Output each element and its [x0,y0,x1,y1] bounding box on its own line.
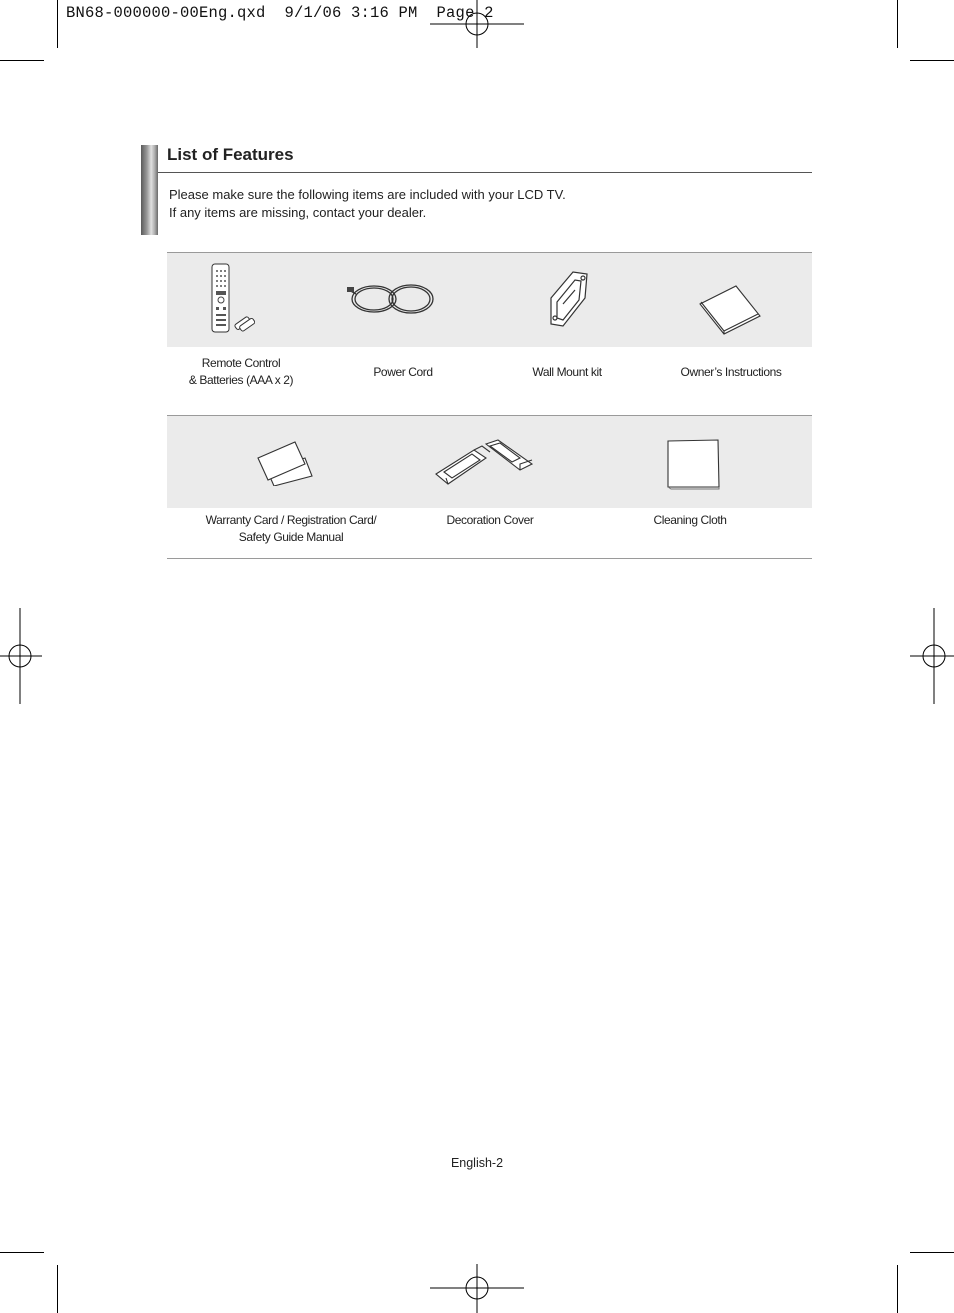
warranty-card-icon [255,438,315,486]
section-title-bar [141,145,158,235]
power-cord-icon [346,280,438,318]
crop-mark [897,0,898,48]
crop-mark [57,1265,58,1313]
item-label-cleaning-cloth: Cleaning Cloth [653,513,727,527]
item-label-warranty-card: Warranty Card / Registration Card/ Safety Guide Manual [205,513,377,544]
item-label-wall-mount-kit: Wall Mount kit [532,365,602,379]
crop-mark [910,60,954,61]
crop-mark [57,0,58,48]
item-label-remote-control: Remote Control & Batteries (AAA x 2) [188,356,294,387]
title-rule [158,172,812,173]
item-label-power-cord: Power Cord [373,365,433,379]
intro-text [169,186,566,222]
crop-mark [0,60,44,61]
intro-line: Please make sure the following items are included with your LCD TV. [169,187,566,202]
cleaning-cloth-icon [664,437,722,491]
file-slug: BN68-000000-00Eng.qxd 9/1/06 3:16 PM Page 2 [66,4,494,22]
crop-mark [910,1252,954,1253]
wall-mount-kit-icon [545,268,593,330]
item-label-owners-instructions: Owner’s Instructions [680,365,782,379]
crop-mark [0,1252,44,1253]
table-rule [167,558,812,559]
registration-mark-bottom-icon [428,1264,526,1313]
page-number: English-2 [450,1156,504,1170]
registration-mark-right-icon [910,606,954,706]
decoration-cover-icon [434,438,534,488]
owners-instructions-icon [698,282,762,336]
item-label-decoration-cover: Decoration Cover [446,513,534,527]
remote-control-icon [205,262,255,334]
section-title: List of Features [167,145,294,164]
crop-mark [897,1265,898,1313]
registration-mark-left-icon [0,606,44,706]
intro-line: If any items are missing, contact your dealer. [169,205,427,220]
